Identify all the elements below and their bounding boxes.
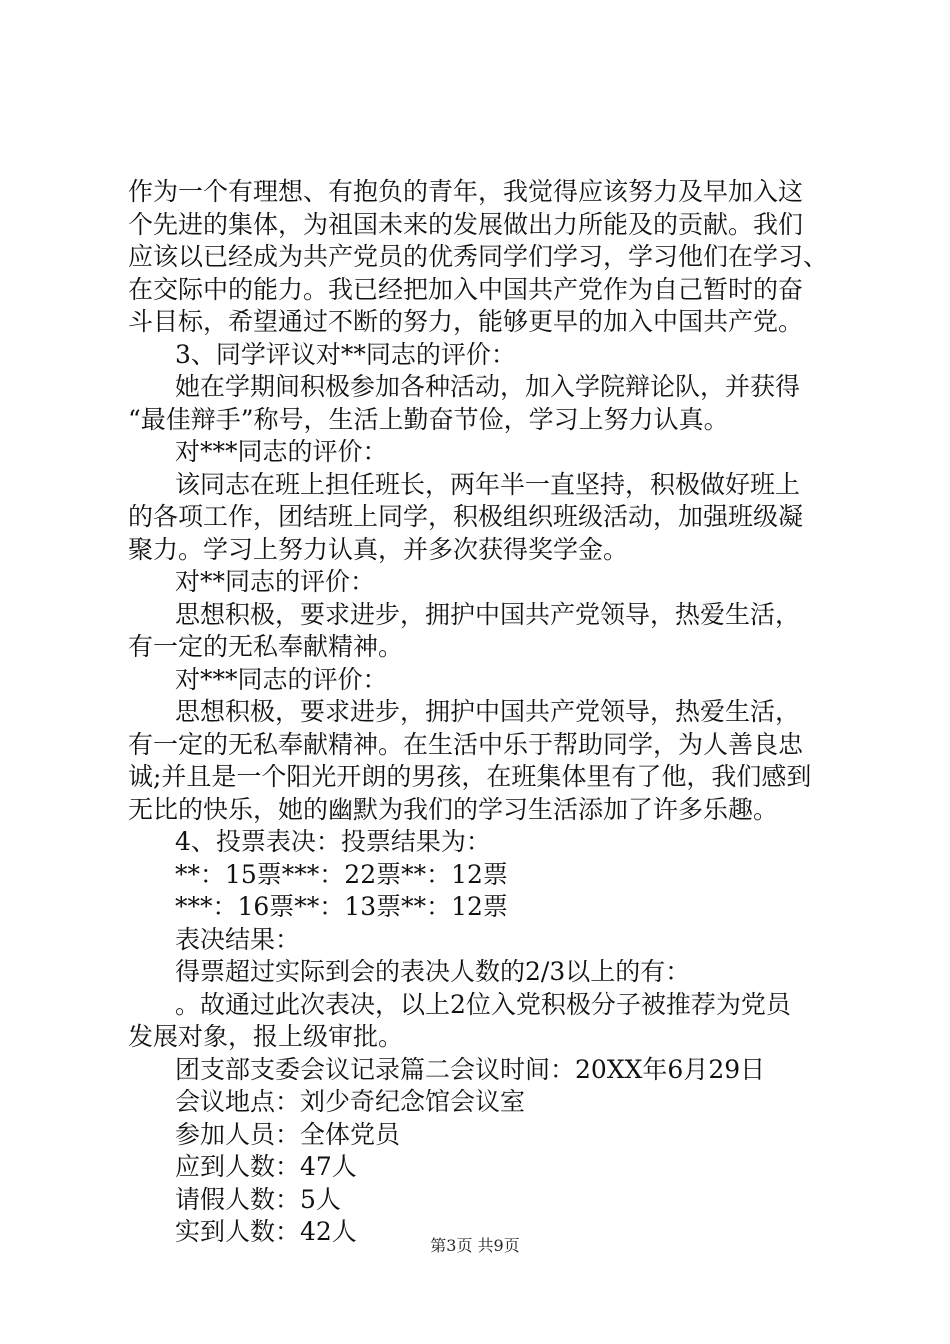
expected-count: 应到人数：47人	[175, 1152, 357, 1181]
text-line: 无比的快乐，她的幽默为我们的学习生活添加了许多乐趣。	[128, 794, 779, 824]
text-line: 的各项工作，团结班上同学，积极组织班级活动，加强班级凝	[128, 502, 804, 531]
text-line: 表决结果：	[175, 924, 301, 954]
text-line: 诚;并且是一个阳光开朗的男孩，在班集体里有了他，我们感到	[128, 762, 812, 791]
actual-count: 实到人数：42人	[175, 1217, 357, 1246]
text-line: “最佳辩手”称号，生活上勤奋节俭，学习上努力认真。	[128, 404, 729, 434]
text-line: 有一定的无私奉献精神。	[128, 632, 404, 661]
text-line: 思想积极，要求进步，拥护中国共产党领导，热爱生活，	[175, 697, 801, 726]
vote-result-line: ***：16票**：13票**：12票	[175, 892, 508, 921]
text-line: 在交际中的能力。我已经把加入中国共产党作为自己暂时的奋	[128, 274, 804, 304]
section-heading: 3、同学评议对**同志的评价：	[175, 339, 516, 369]
text-line: 聚力。学习上努力认真，并多次获得奖学金。	[128, 534, 629, 564]
leave-count: 请假人数：5人	[175, 1184, 341, 1214]
text-line: 应该以已经成为共产党员的优秀同学们学习，学习他们在学习、	[128, 242, 829, 271]
evaluation-heading: 对***同志的评价：	[175, 437, 388, 466]
meeting-attendees: 参加人员：全体党员	[175, 1119, 401, 1149]
text-line: 得票超过实际到会的表决人数的2/3以上的有：	[175, 957, 691, 986]
text-line: 。故通过此次表决，以上2位入党积极分子被推荐为党员	[175, 989, 791, 1019]
text-line: 个先进的集体，为祖国未来的发展做出力所能及的贡献。我们	[128, 209, 804, 239]
evaluation-heading: 对***同志的评价：	[175, 664, 388, 694]
text-line: 团支部支委会议记录篇二会议时间：20XX年6月29日	[175, 1054, 766, 1084]
document-body	[128, 176, 838, 1249]
page-footer: 第3页 共9页	[430, 1236, 520, 1255]
text-line: 她在学期间积极参加各种活动，加入学院辩论队，并获得	[175, 372, 801, 401]
text-line: 思想积极，要求进步，拥护中国共产党领导，热爱生活，	[175, 599, 801, 629]
text-line: 有一定的无私奉献精神。在生活中乐于帮助同学，为人善良忠	[128, 729, 804, 759]
text-line: 作为一个有理想、有抱负的青年，我觉得应该努力及早加入这	[128, 177, 804, 206]
vote-result-line: **：15票***：22票**：12票	[175, 859, 508, 889]
section-heading: 4、投票表决：投票结果为：	[175, 827, 491, 856]
text-line: 发展对象，报上级审批。	[128, 1022, 404, 1051]
meeting-location: 会议地点：刘少奇纪念馆会议室	[175, 1087, 526, 1116]
evaluation-heading: 对**同志的评价：	[175, 567, 376, 596]
text-line: 该同志在班上担任班长，两年半一直坚持，积极做好班上	[175, 469, 801, 499]
text-line: 斗目标，希望通过不断的努力，能够更早的加入中国共产党。	[128, 307, 804, 336]
